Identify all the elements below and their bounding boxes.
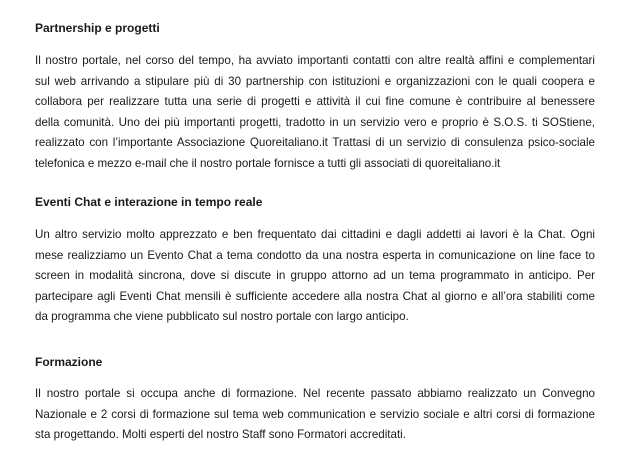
paragraph-line: Nazionale e 2 corsi di formazione sul tema web communication e servizio sociale e altri corsi di formazione xyxy=(35,407,595,421)
section-paragraph xyxy=(35,51,595,174)
paragraph-line: Il nostro portale si occupa anche di formazione. Nel recente passato abbiamo realizzato un Convegno xyxy=(35,387,595,400)
paragraph-line: telefonica e mezzo e-mail che il nostro portale fornisce a tutti gli associati di quoreitaliano.it xyxy=(35,156,501,170)
paragraph-line: mese realizziamo un Evento Chat a tema condotto da una nostra esperta in comunicazione on line face to xyxy=(35,248,595,262)
paragraph-line: Il nostro portale, nel corso del tempo, ha avviato importanti contatti con altre realtà affini e complementari xyxy=(35,54,595,67)
paragraph-line: della comunità. Uno dei più importanti progetti, tradotto in un servizio vero e proprio è S.O.S. ti SOStiene, xyxy=(35,115,595,129)
section-partnership xyxy=(35,21,595,174)
paragraph-line: screen in modalità sincrona, dove si discute in gruppo attorno ad un tema programmato in anticipo. Per xyxy=(35,269,595,282)
section-heading: Eventi Chat e interazione in tempo reale xyxy=(35,195,263,209)
section-formazione xyxy=(35,355,595,446)
paragraph-line: sta progettando. Molti esperti del nostro Staff sono Formatori accreditati. xyxy=(35,428,406,441)
paragraph-line: sul web arrivando a stipulare più di 30 partnership con istituzioni e organizzazioni con le quali coopera e xyxy=(35,74,595,88)
section-paragraph xyxy=(35,384,595,446)
paragraph-line: Un altro servizio molto apprezzato e ben frequentato dai cittadini e dagli addetti ai lavori è la Chat. Ogni xyxy=(35,228,595,241)
section-paragraph xyxy=(35,225,595,328)
section-heading: Formazione xyxy=(35,355,103,369)
paragraph-line: realizzato con l’importante Associazione Quoreitaliano.it Trattasi di un servizio di consulenza psico-sociale xyxy=(35,136,595,149)
paragraph-line: collabora per realizzare tutta una serie di progetti e attività il cui fine comune è contribuire al benessere xyxy=(35,95,595,108)
section-eventi-chat xyxy=(35,195,595,328)
section-heading: Partnership e progetti xyxy=(35,21,160,35)
paragraph-line: da programma che viene pubblicato sul nostro portale con largo anticipo. xyxy=(35,310,409,323)
paragraph-line: partecipare agli Eventi Chat mensili è sufficiente accedere alla nostra Chat al giorno e all’ora stabiliti come xyxy=(35,289,595,303)
